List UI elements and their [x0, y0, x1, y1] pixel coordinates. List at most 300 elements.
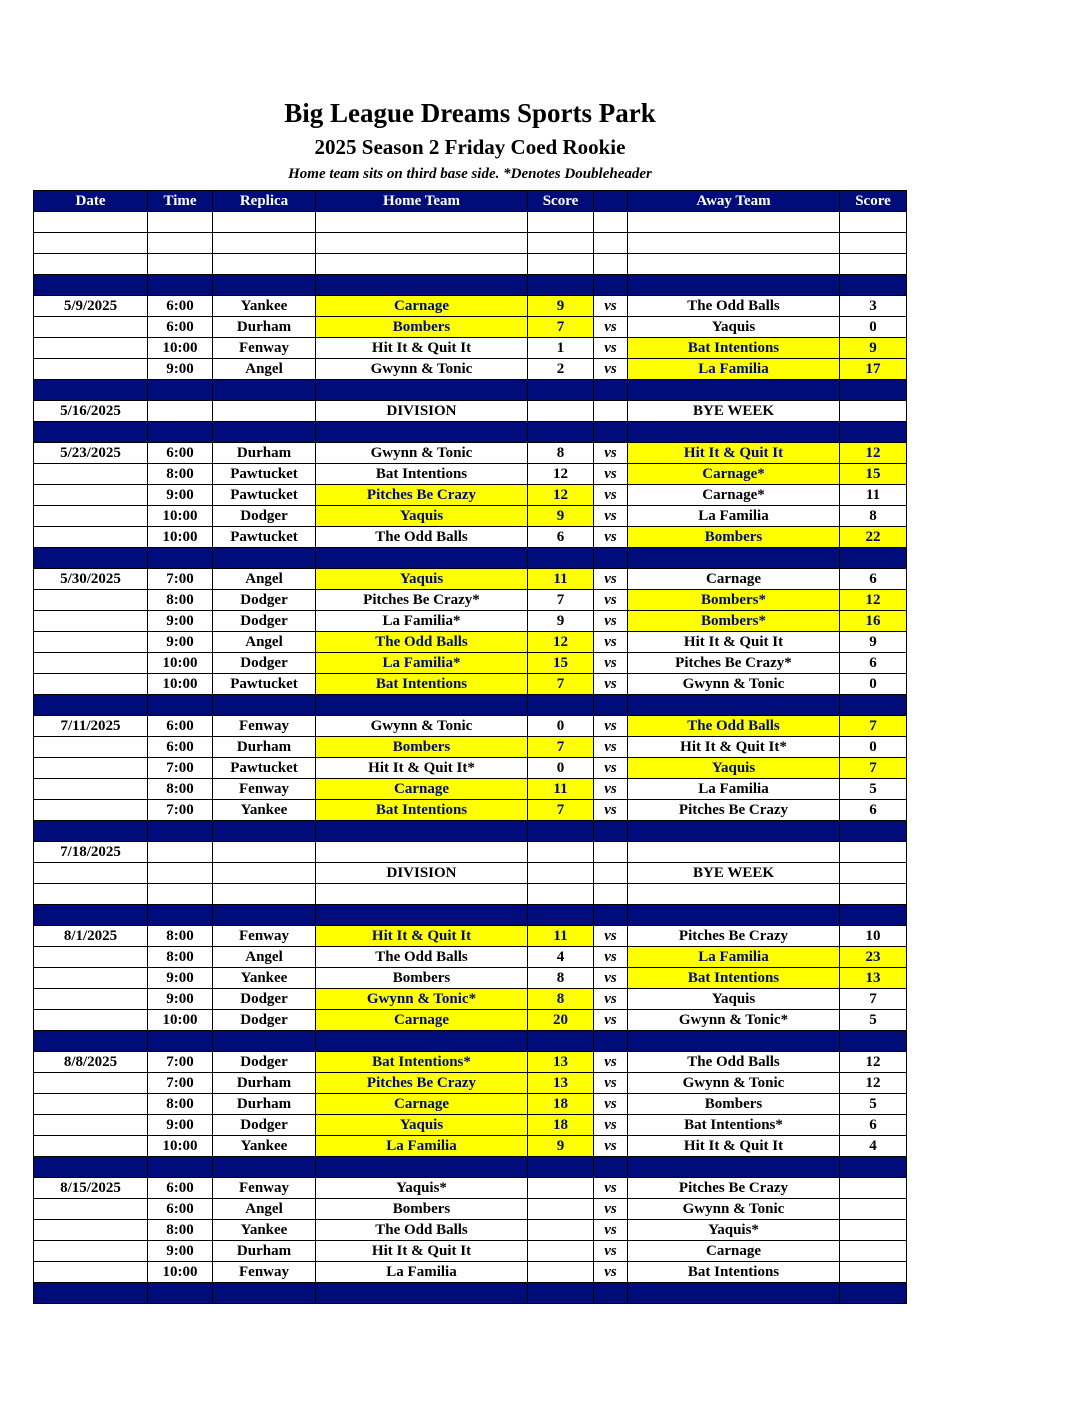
blank-row: [34, 884, 907, 905]
away-score-cell: 9: [840, 632, 907, 653]
replica-cell: [213, 422, 316, 443]
away-team-cell: Bombers: [628, 1094, 840, 1115]
home-score-cell: 7: [528, 737, 594, 758]
date-cell: [34, 737, 148, 758]
away-team-cell: Carnage*: [628, 464, 840, 485]
away-team-cell: Gwynn & Tonic*: [628, 1010, 840, 1031]
date-cell: [34, 695, 148, 716]
home-team-cell: [316, 695, 528, 716]
home-score-cell: [528, 842, 594, 863]
game-row: [34, 1178, 907, 1199]
date-cell: 5/9/2025: [34, 296, 148, 317]
date-cell: [34, 485, 148, 506]
game-row: [34, 1220, 907, 1241]
away-team-cell: Pitches Be Crazy: [628, 800, 840, 821]
vs-cell: [594, 884, 628, 905]
time-cell: 6:00: [148, 296, 213, 317]
replica-cell: Angel: [213, 947, 316, 968]
replica-cell: [213, 884, 316, 905]
home-score-cell: [528, 1220, 594, 1241]
date-cell: [34, 1031, 148, 1052]
home-score-cell: [528, 1262, 594, 1283]
vs-cell: vs: [594, 296, 628, 317]
vs-cell: [594, 254, 628, 275]
time-cell: [148, 905, 213, 926]
replica-cell: Pawtucket: [213, 485, 316, 506]
vs-cell: vs: [594, 737, 628, 758]
home-team-cell: [316, 821, 528, 842]
replica-cell: [213, 548, 316, 569]
game-row: [34, 1262, 907, 1283]
replica-cell: Yankee: [213, 1220, 316, 1241]
game-row: [34, 968, 907, 989]
vs-cell: vs: [594, 989, 628, 1010]
home-score-cell: 1: [528, 338, 594, 359]
home-score-cell: [528, 695, 594, 716]
home-team-cell: Gwynn & Tonic: [316, 359, 528, 380]
game-row: [34, 758, 907, 779]
away-score-cell: 7: [840, 716, 907, 737]
home-score-cell: 18: [528, 1094, 594, 1115]
home-score-cell: [528, 422, 594, 443]
schedule-body: [34, 212, 907, 1304]
time-cell: 10:00: [148, 1136, 213, 1157]
vs-cell: vs: [594, 1115, 628, 1136]
vs-cell: vs: [594, 1220, 628, 1241]
home-team-cell: La Familia*: [316, 611, 528, 632]
game-row: [34, 779, 907, 800]
vs-cell: vs: [594, 926, 628, 947]
away-team-cell: La Familia: [628, 506, 840, 527]
away-score-cell: [840, 548, 907, 569]
home-team-cell: Hit It & Quit It: [316, 926, 528, 947]
home-team-cell: [316, 233, 528, 254]
away-score-cell: 11: [840, 485, 907, 506]
vs-cell: [594, 548, 628, 569]
replica-cell: Fenway: [213, 1262, 316, 1283]
away-team-cell: [628, 380, 840, 401]
home-team-cell: Hit It & Quit It: [316, 1241, 528, 1262]
time-cell: 10:00: [148, 338, 213, 359]
home-score-cell: 9: [528, 611, 594, 632]
replica-cell: Yankee: [213, 1136, 316, 1157]
away-team-cell: Carnage: [628, 569, 840, 590]
away-score-cell: 7: [840, 989, 907, 1010]
vs-cell: vs: [594, 359, 628, 380]
away-team-cell: [628, 548, 840, 569]
replica-cell: [213, 233, 316, 254]
time-cell: [148, 212, 213, 233]
vs-cell: vs: [594, 1136, 628, 1157]
home-score-cell: 12: [528, 632, 594, 653]
game-row: [34, 296, 907, 317]
separator-row: [34, 548, 907, 569]
time-cell: 6:00: [148, 1178, 213, 1199]
time-cell: 6:00: [148, 317, 213, 338]
away-score-cell: [840, 863, 907, 884]
away-team-cell: Pitches Be Crazy*: [628, 653, 840, 674]
vs-cell: vs: [594, 632, 628, 653]
away-score-cell: 15: [840, 464, 907, 485]
away-score-cell: [840, 212, 907, 233]
replica-cell: Dodger: [213, 989, 316, 1010]
home-score-cell: 7: [528, 317, 594, 338]
time-cell: 6:00: [148, 716, 213, 737]
away-team-cell: Bat Intentions: [628, 968, 840, 989]
away-team-cell: Hit It & Quit It: [628, 632, 840, 653]
away-team-cell: Yaquis: [628, 317, 840, 338]
home-score-cell: 15: [528, 653, 594, 674]
replica-cell: Durham: [213, 1241, 316, 1262]
replica-cell: [213, 401, 316, 422]
date-cell: [34, 989, 148, 1010]
vs-cell: vs: [594, 779, 628, 800]
replica-cell: Pawtucket: [213, 674, 316, 695]
time-cell: 10:00: [148, 653, 213, 674]
away-score-cell: [840, 254, 907, 275]
game-row: [34, 527, 907, 548]
game-row: [34, 632, 907, 653]
separator-row: [34, 422, 907, 443]
game-row: [34, 1136, 907, 1157]
away-team-cell: [628, 1157, 840, 1178]
home-score-cell: [528, 548, 594, 569]
away-score-cell: 13: [840, 968, 907, 989]
date-cell: [34, 464, 148, 485]
away-score-cell: 0: [840, 737, 907, 758]
home-team-cell: [316, 884, 528, 905]
replica-cell: Angel: [213, 1199, 316, 1220]
home-team-cell: [316, 1031, 528, 1052]
date-cell: [34, 611, 148, 632]
home-team-cell: DIVISION: [316, 863, 528, 884]
replica-cell: [213, 905, 316, 926]
time-cell: 10:00: [148, 1010, 213, 1031]
time-cell: 9:00: [148, 968, 213, 989]
away-score-cell: 5: [840, 1010, 907, 1031]
replica-cell: Yankee: [213, 800, 316, 821]
home-score-cell: 8: [528, 443, 594, 464]
home-team-cell: Carnage: [316, 779, 528, 800]
date-cell: [34, 884, 148, 905]
blank-row: [34, 233, 907, 254]
date-cell: [34, 590, 148, 611]
replica-cell: Fenway: [213, 926, 316, 947]
game-row: [34, 569, 907, 590]
away-team-cell: Bat Intentions: [628, 338, 840, 359]
away-score-cell: 0: [840, 674, 907, 695]
away-team-cell: Bat Intentions: [628, 1262, 840, 1283]
away-score-cell: [840, 1283, 907, 1304]
away-team-cell: The Odd Balls: [628, 1052, 840, 1073]
date-cell: 5/23/2025: [34, 443, 148, 464]
home-team-cell: [316, 842, 528, 863]
vs-cell: vs: [594, 1241, 628, 1262]
home-team-cell: Hit It & Quit It: [316, 338, 528, 359]
away-team-cell: [628, 212, 840, 233]
date-cell: 8/8/2025: [34, 1052, 148, 1073]
away-team-cell: [628, 884, 840, 905]
away-score-cell: [840, 884, 907, 905]
home-team-cell: Carnage: [316, 1094, 528, 1115]
time-cell: 7:00: [148, 1052, 213, 1073]
home-score-cell: 7: [528, 800, 594, 821]
away-score-cell: [840, 422, 907, 443]
away-score-cell: 12: [840, 1052, 907, 1073]
date-cell: [34, 275, 148, 296]
vs-cell: [594, 233, 628, 254]
home-team-cell: The Odd Balls: [316, 527, 528, 548]
replica-cell: Pawtucket: [213, 464, 316, 485]
separator-row: [34, 380, 907, 401]
home-team-cell: Bat Intentions: [316, 674, 528, 695]
time-cell: [148, 842, 213, 863]
away-score-cell: [840, 695, 907, 716]
away-team-cell: [628, 1031, 840, 1052]
date-cell: [34, 422, 148, 443]
away-team-cell: [628, 275, 840, 296]
replica-cell: [213, 275, 316, 296]
game-row: [34, 485, 907, 506]
vs-cell: vs: [594, 611, 628, 632]
vs-cell: vs: [594, 716, 628, 737]
replica-cell: [213, 1031, 316, 1052]
vs-cell: vs: [594, 317, 628, 338]
away-team-cell: Gwynn & Tonic: [628, 1199, 840, 1220]
away-team-cell: La Familia: [628, 947, 840, 968]
time-cell: 7:00: [148, 758, 213, 779]
home-team-cell: Gwynn & Tonic*: [316, 989, 528, 1010]
home-team-cell: La Familia*: [316, 653, 528, 674]
date-cell: [34, 527, 148, 548]
date-cell: [34, 758, 148, 779]
time-cell: 9:00: [148, 485, 213, 506]
away-team-cell: Carnage: [628, 1241, 840, 1262]
time-cell: 10:00: [148, 674, 213, 695]
away-team-cell: [628, 1283, 840, 1304]
home-team-cell: Gwynn & Tonic: [316, 716, 528, 737]
time-cell: 9:00: [148, 359, 213, 380]
away-score-cell: 12: [840, 1073, 907, 1094]
replica-cell: Durham: [213, 737, 316, 758]
time-cell: 6:00: [148, 1199, 213, 1220]
blank-row: [34, 254, 907, 275]
time-cell: 8:00: [148, 779, 213, 800]
game-row: [34, 464, 907, 485]
home-team-cell: [316, 1157, 528, 1178]
home-score-cell: [528, 275, 594, 296]
game-row: [34, 800, 907, 821]
vs-cell: [594, 275, 628, 296]
away-team-cell: Bombers*: [628, 590, 840, 611]
home-score-cell: [528, 905, 594, 926]
replica-cell: Yankee: [213, 296, 316, 317]
schedule-table: [33, 190, 907, 1304]
home-team-cell: Bat Intentions*: [316, 1052, 528, 1073]
home-score-cell: 11: [528, 569, 594, 590]
home-team-cell: Hit It & Quit It*: [316, 758, 528, 779]
vs-cell: vs: [594, 590, 628, 611]
date-cell: [34, 506, 148, 527]
away-score-cell: [840, 1031, 907, 1052]
vs-cell: [594, 695, 628, 716]
away-team-cell: The Odd Balls: [628, 296, 840, 317]
home-score-cell: [528, 1199, 594, 1220]
home-team-cell: Bat Intentions: [316, 464, 528, 485]
vs-cell: vs: [594, 1094, 628, 1115]
date-cell: [34, 1136, 148, 1157]
game-row: [34, 674, 907, 695]
vs-cell: vs: [594, 506, 628, 527]
home-score-cell: [528, 233, 594, 254]
away-score-cell: 3: [840, 296, 907, 317]
vs-cell: vs: [594, 968, 628, 989]
away-team-cell: Yaquis: [628, 758, 840, 779]
home-team-cell: [316, 212, 528, 233]
date-cell: [34, 800, 148, 821]
home-team-cell: Bombers: [316, 317, 528, 338]
home-team-cell: Pitches Be Crazy: [316, 1073, 528, 1094]
time-cell: [148, 275, 213, 296]
vs-cell: vs: [594, 1199, 628, 1220]
away-score-cell: 12: [840, 590, 907, 611]
time-cell: 9:00: [148, 1241, 213, 1262]
replica-cell: Durham: [213, 1094, 316, 1115]
vs-cell: vs: [594, 800, 628, 821]
away-team-cell: Hit It & Quit It: [628, 1136, 840, 1157]
away-team-cell: La Familia: [628, 359, 840, 380]
replica-cell: [213, 1283, 316, 1304]
home-team-cell: The Odd Balls: [316, 632, 528, 653]
game-row: [34, 317, 907, 338]
time-cell: [148, 821, 213, 842]
time-cell: [148, 401, 213, 422]
game-row: [34, 359, 907, 380]
away-team-cell: BYE WEEK: [628, 401, 840, 422]
header-away-team: Away Team: [628, 191, 840, 212]
home-score-cell: 12: [528, 464, 594, 485]
away-score-cell: 4: [840, 1136, 907, 1157]
away-team-cell: [628, 842, 840, 863]
date-cell: [34, 947, 148, 968]
date-cell: [34, 863, 148, 884]
header-away-score: Score: [840, 191, 907, 212]
home-team-cell: Bat Intentions: [316, 800, 528, 821]
vs-cell: [594, 212, 628, 233]
home-score-cell: 4: [528, 947, 594, 968]
home-team-cell: Carnage: [316, 296, 528, 317]
away-team-cell: BYE WEEK: [628, 863, 840, 884]
time-cell: [148, 863, 213, 884]
home-team-cell: Yaquis: [316, 569, 528, 590]
away-team-cell: Gwynn & Tonic: [628, 1073, 840, 1094]
date-cell: [34, 1220, 148, 1241]
game-row: [34, 338, 907, 359]
home-score-cell: 2: [528, 359, 594, 380]
away-team-cell: Pitches Be Crazy: [628, 926, 840, 947]
away-score-cell: 23: [840, 947, 907, 968]
separator-row: [34, 1031, 907, 1052]
header-date: Date: [34, 191, 148, 212]
time-cell: 8:00: [148, 947, 213, 968]
vs-cell: [594, 821, 628, 842]
away-score-cell: [840, 1178, 907, 1199]
away-team-cell: Gwynn & Tonic: [628, 674, 840, 695]
replica-cell: [213, 380, 316, 401]
date-cell: [34, 1115, 148, 1136]
home-team-cell: Yaquis: [316, 1115, 528, 1136]
date-cell: 5/30/2025: [34, 569, 148, 590]
home-score-cell: 18: [528, 1115, 594, 1136]
game-row: [34, 1115, 907, 1136]
replica-cell: Dodger: [213, 506, 316, 527]
home-score-cell: [528, 254, 594, 275]
vs-cell: vs: [594, 485, 628, 506]
time-cell: 7:00: [148, 569, 213, 590]
away-score-cell: 22: [840, 527, 907, 548]
replica-cell: Fenway: [213, 779, 316, 800]
away-score-cell: 16: [840, 611, 907, 632]
home-team-cell: La Familia: [316, 1136, 528, 1157]
away-score-cell: 17: [840, 359, 907, 380]
home-score-cell: [528, 1157, 594, 1178]
time-cell: [148, 233, 213, 254]
vs-cell: [594, 401, 628, 422]
home-score-cell: 11: [528, 779, 594, 800]
replica-cell: Dodger: [213, 653, 316, 674]
away-score-cell: [840, 1199, 907, 1220]
game-row: [34, 926, 907, 947]
game-row: [34, 1010, 907, 1031]
home-score-cell: 7: [528, 674, 594, 695]
home-score-cell: [528, 380, 594, 401]
away-team-cell: [628, 905, 840, 926]
time-cell: 6:00: [148, 737, 213, 758]
vs-cell: [594, 1283, 628, 1304]
date-cell: [34, 779, 148, 800]
home-team-cell: [316, 1283, 528, 1304]
home-score-cell: 11: [528, 926, 594, 947]
date-cell: [34, 674, 148, 695]
game-row: [34, 1094, 907, 1115]
away-score-cell: [840, 380, 907, 401]
home-score-cell: [528, 821, 594, 842]
away-team-cell: [628, 233, 840, 254]
replica-cell: [213, 254, 316, 275]
away-team-cell: Yaquis: [628, 989, 840, 1010]
away-score-cell: [840, 1157, 907, 1178]
away-team-cell: Pitches Be Crazy: [628, 1178, 840, 1199]
home-score-cell: 9: [528, 506, 594, 527]
away-team-cell: Hit It & Quit It: [628, 443, 840, 464]
home-score-cell: 9: [528, 296, 594, 317]
time-cell: 9:00: [148, 989, 213, 1010]
date-cell: [34, 653, 148, 674]
away-team-cell: [628, 821, 840, 842]
game-row: [34, 590, 907, 611]
date-cell: [34, 1199, 148, 1220]
home-team-cell: Bombers: [316, 1199, 528, 1220]
away-score-cell: 10: [840, 926, 907, 947]
vs-cell: vs: [594, 338, 628, 359]
date-cell: [34, 1157, 148, 1178]
header-vs: [594, 191, 628, 212]
game-row: [34, 443, 907, 464]
date-cell: 8/15/2025: [34, 1178, 148, 1199]
replica-cell: Angel: [213, 359, 316, 380]
vs-cell: vs: [594, 674, 628, 695]
date-cell: [34, 905, 148, 926]
